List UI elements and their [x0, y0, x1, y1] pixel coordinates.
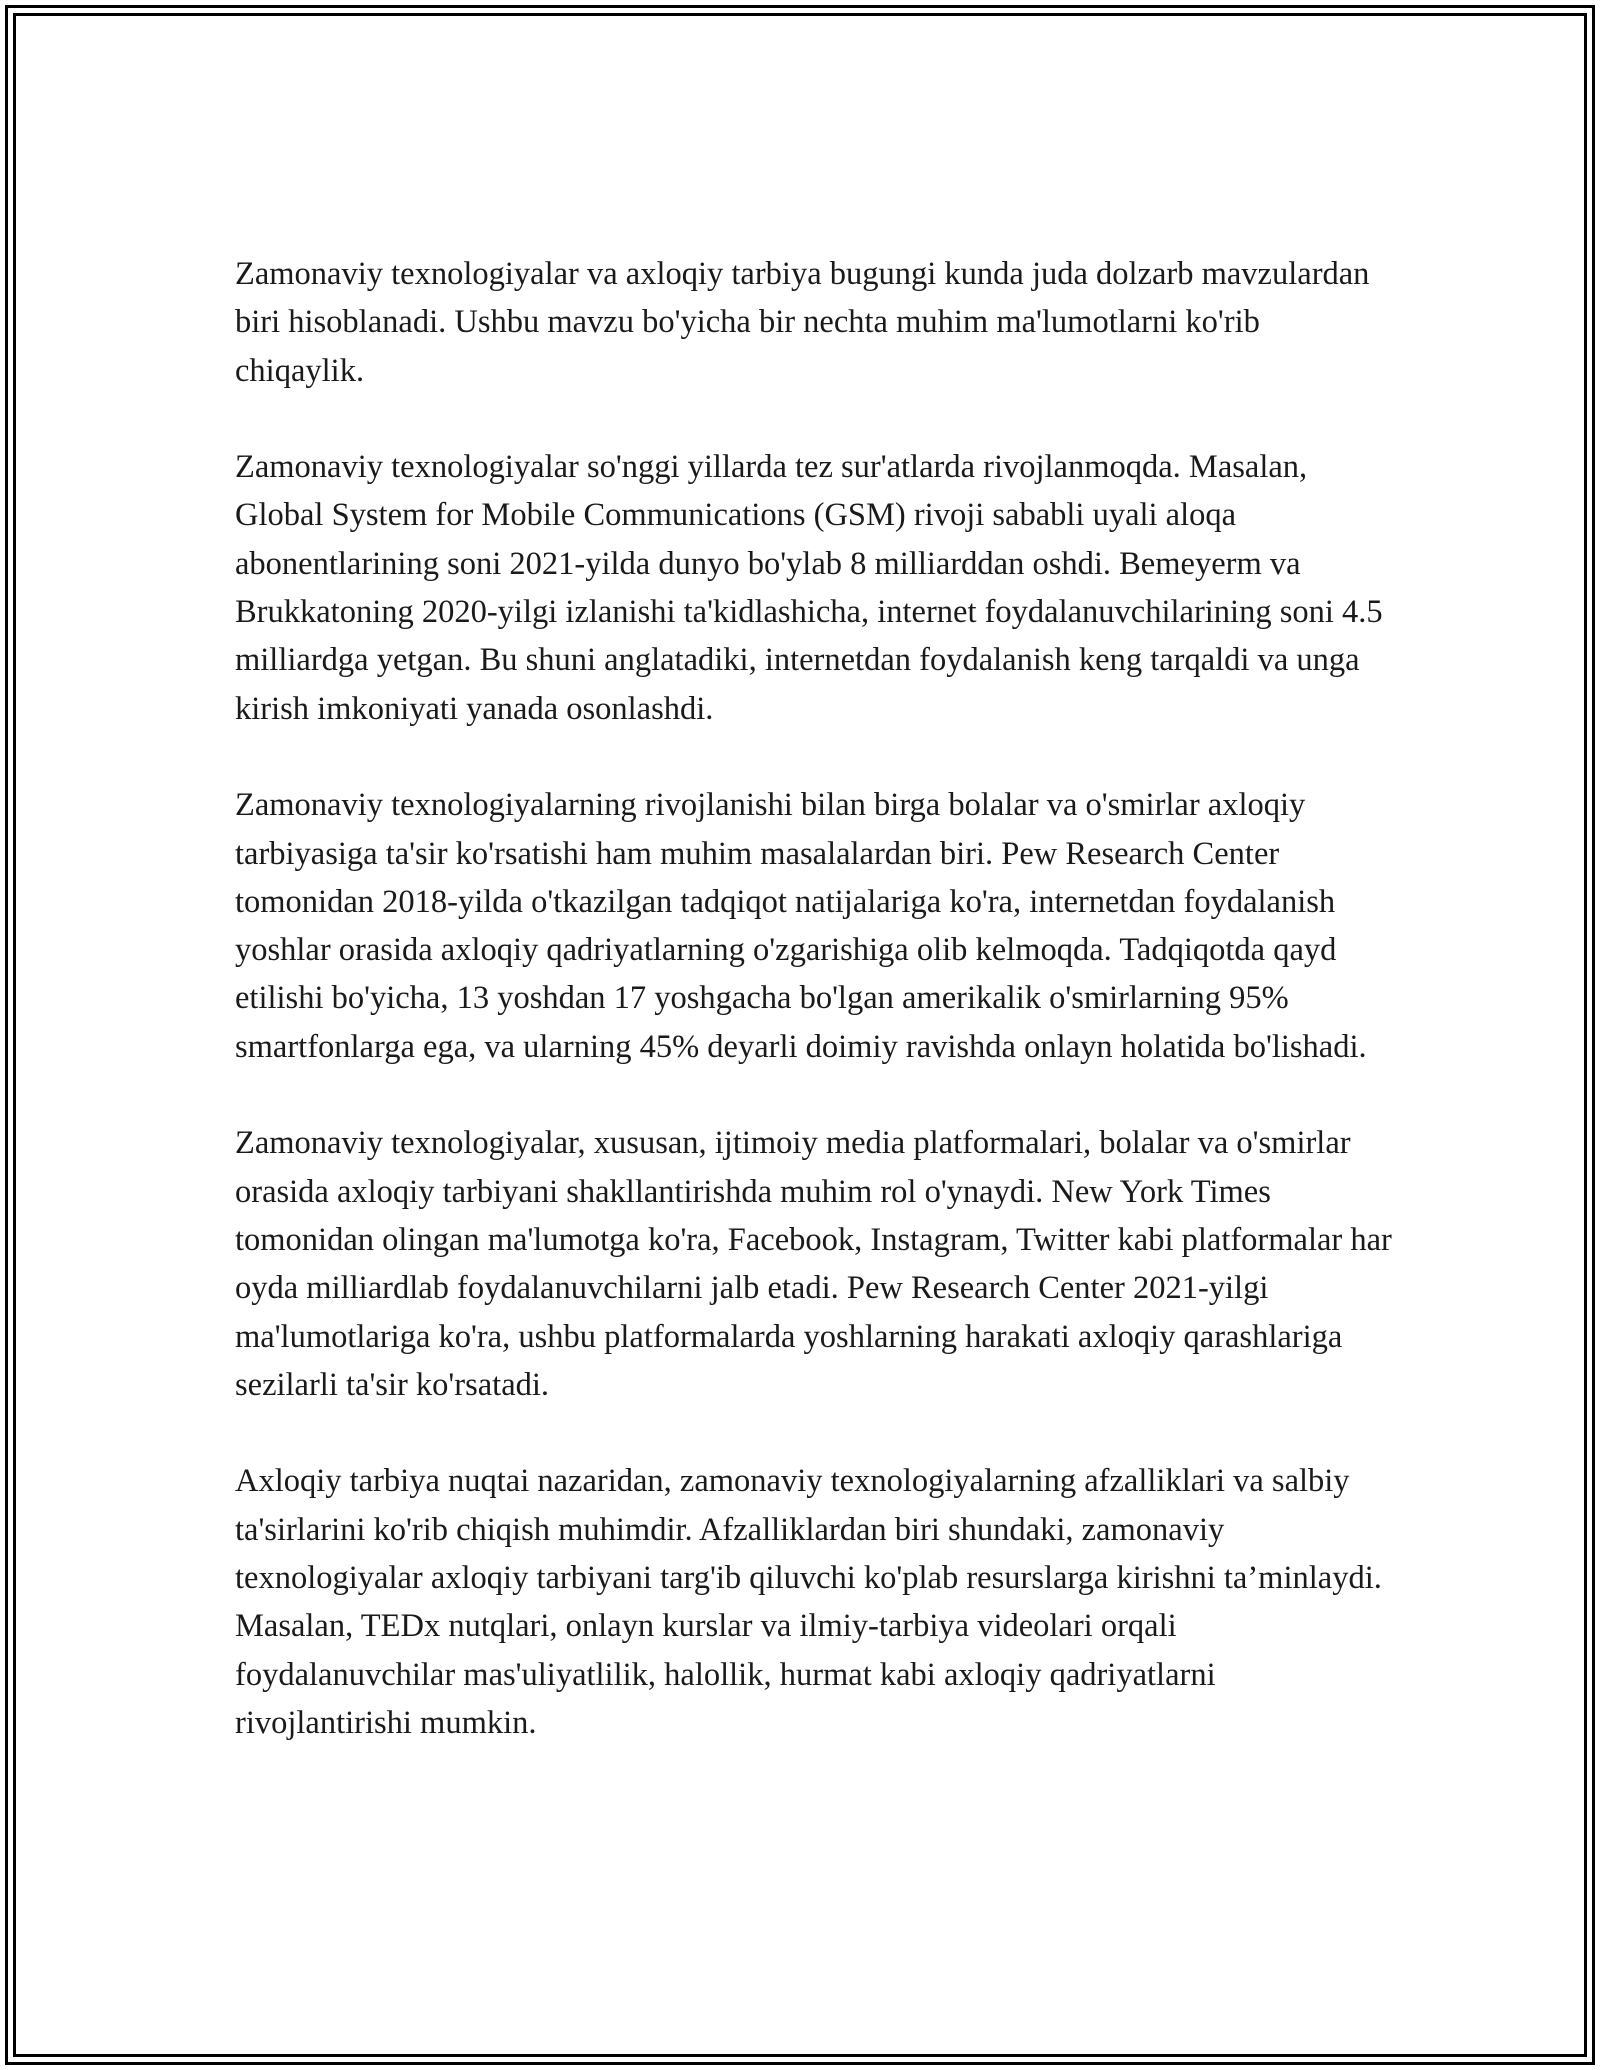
paragraph-technology-growth: Zamonaviy texnologiyalar so'nggi yillarda tez sur'atlarda rivojlanmoqda. Masalan, Global System for Mobile Communications (GSM) rivoji sababli uyali aloqa abonentlarining soni 2021-yilda dunyo bo'ylab 8 milliarddan oshdi. Bemeyerm va Brukkatoning 2020-yilgi izlanishi ta'kidlashicha, internet foydalanuvchilarining soni 4.5 milliardga yetgan. Bu shuni anglatadiki, internetdan foydalanish keng tarqaldi va unga kirish imkoniyati yanada osonlashdi. [235, 449, 1383, 727]
paragraph-youth-influence: Zamonaviy texnologiyalarning rivojlanishi bilan birga bolalar va o'smirlar axloqiy tarbiyasiga ta'sir ko'rsatishi ham muhim masalalardan biri. Pew Research Center tomonidan 2018-yilda o'tkazilgan tadqiqot natijalariga ko'ra, internetdan foydalanish yoshlar orasida axloqiy qadriyatlarning o'zgarishiga olib kelmoqda. Tadqiqotda qayd etilishi bo'yicha, 13 yoshdan 17 yoshgacha bo'lgan amerikalik o'smirlarning 95% smartfonlarga ega, va ularning 45% deyarli doimiy ravishda onlayn holatida bo'lishadi. [235, 787, 1367, 1065]
paragraph-advantages: Axloqiy tarbiya nuqtai nazaridan, zamonaviy texnologiyalarning afzalliklari va salbiy ta'sirlarini ko'rib chiqish muhimdir. Afzalliklardan biri shundaki, zamonaviy texnologiyalar axloqiy tarbiyani targ'ib qiluvchi ko'plab resurslarga kirishni ta’minlaydi. Masalan, TEDx nutqlari, onlayn kurslar va ilmiy-tarbiya videolari orqali foydalanuvchilar mas'uliyatlilik, halollik, hurmat kabi axloqiy qadriyatlarni rivojlantirishi mumkin. [235, 1463, 1382, 1741]
document-body [235, 250, 1395, 1796]
paragraph-social-media: Zamonaviy texnologiyalar, xususan, ijtimoiy media platformalari, bolalar va o'smirlar orasida axloqiy tarbiyani shakllantirishda muhim rol o'ynaydi. New York Times tomonidan olingan ma'lumotga ko'ra, Facebook, Instagram, Twitter kabi platformalar har oyda milliardlab foydalanuvchilarni jalb etadi. Pew Research Center 2021-yilgi ma'lumotlariga ko'ra, ushbu platformalarda yoshlarning harakati axloqiy qarashlariga sezilarli ta'sir ko'rsatadi. [235, 1125, 1392, 1403]
paragraph-intro: Zamonaviy texnologiyalar va axloqiy tarbiya bugungi kunda juda dolzarb mavzulardan biri hisoblanadi. Ushbu mavzu bo'yicha bir nechta muhim ma'lumotlarni ko'rib chiqaylik. [235, 256, 1370, 389]
